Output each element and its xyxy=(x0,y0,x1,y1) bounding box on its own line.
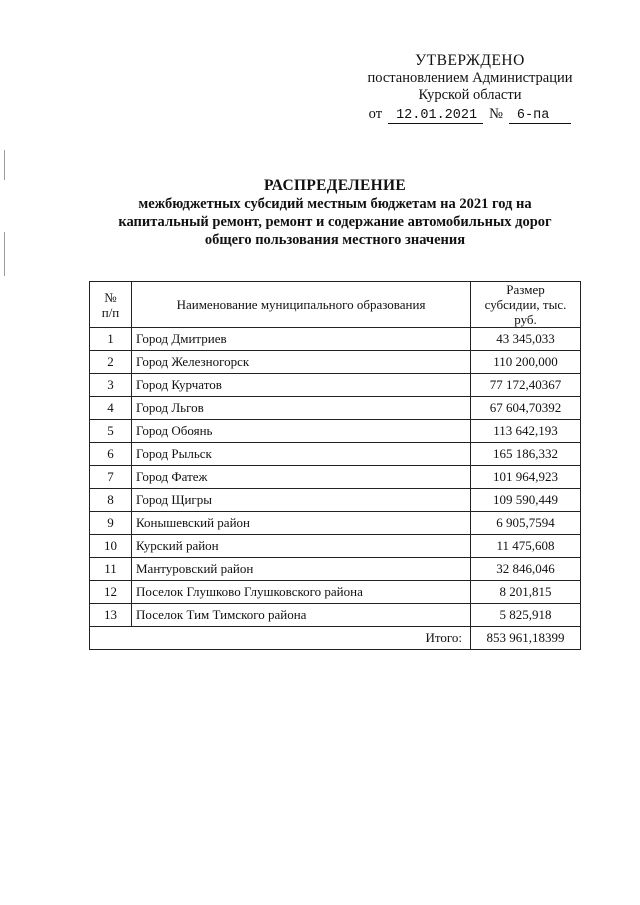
row-number: 11 xyxy=(90,558,132,581)
header-amount-line-1: Размер xyxy=(506,282,545,297)
approval-date-line xyxy=(340,106,600,124)
header-subsidy-amount xyxy=(471,282,581,328)
row-number: 8 xyxy=(90,489,132,512)
subsidy-amount: 43 345,033 xyxy=(471,328,581,351)
table-row xyxy=(90,328,581,351)
row-number: 3 xyxy=(90,374,132,397)
row-number: 1 xyxy=(90,328,132,351)
table-row xyxy=(90,443,581,466)
table-row xyxy=(90,420,581,443)
municipality-name: Мантуровский район xyxy=(132,558,471,581)
header-municipality: Наименование муниципального образования xyxy=(132,282,471,328)
municipality-name: Поселок Глушково Глушковского района xyxy=(132,581,471,604)
municipality-name: Город Железногорск xyxy=(132,351,471,374)
row-number: 13 xyxy=(90,604,132,627)
row-number: 6 xyxy=(90,443,132,466)
total-row xyxy=(90,627,581,650)
row-number: 7 xyxy=(90,466,132,489)
row-number: 9 xyxy=(90,512,132,535)
subsidy-amount: 110 200,000 xyxy=(471,351,581,374)
row-number: 2 xyxy=(90,351,132,374)
subsidy-amount: 8 201,815 xyxy=(471,581,581,604)
subsidy-amount: 77 172,40367 xyxy=(471,374,581,397)
document-subtitle-line-1: межбюджетных субсидий местным бюджетам на 2021 год на xyxy=(138,196,532,212)
table-row xyxy=(90,489,581,512)
table-header-row xyxy=(90,282,581,328)
row-number: 5 xyxy=(90,420,132,443)
municipality-name: Город Обоянь xyxy=(132,420,471,443)
subsidy-amount: 6 905,7594 xyxy=(471,512,581,535)
approval-stamp-heading: УТВЕРЖДЕНО xyxy=(415,52,525,69)
municipality-name: Поселок Тим Тимского района xyxy=(132,604,471,627)
header-row-number xyxy=(90,282,132,328)
total-label: Итого: xyxy=(90,627,471,650)
municipality-name: Конышевский район xyxy=(132,512,471,535)
table-row xyxy=(90,512,581,535)
total-amount: 853 961,18399 xyxy=(471,627,581,650)
table-row xyxy=(90,558,581,581)
table-row xyxy=(90,351,581,374)
document-title: РАСПРЕДЕЛЕНИЕ xyxy=(264,177,406,194)
subsidy-amount: 11 475,608 xyxy=(471,535,581,558)
municipality-name: Город Щигры xyxy=(132,489,471,512)
header-number-label: п/п xyxy=(101,304,120,320)
municipality-name: Город Льгов xyxy=(132,397,471,420)
header-number-sign: № xyxy=(104,289,117,305)
row-number: 4 xyxy=(90,397,132,420)
table-row xyxy=(90,374,581,397)
subsidy-amount: 101 964,923 xyxy=(471,466,581,489)
municipality-name: Город Курчатов xyxy=(132,374,471,397)
municipality-name: Город Фатеж xyxy=(132,466,471,489)
document-title-block xyxy=(80,177,590,249)
scan-edge-mark xyxy=(4,150,5,180)
number-prefix: № xyxy=(489,105,503,122)
header-amount-line-3: руб. xyxy=(514,312,537,327)
subsidy-amount: 165 186,332 xyxy=(471,443,581,466)
approval-stamp-block xyxy=(340,52,600,124)
municipality-name: Город Рыльск xyxy=(132,443,471,466)
row-number: 12 xyxy=(90,581,132,604)
municipality-name: Курский район xyxy=(132,535,471,558)
table-row xyxy=(90,604,581,627)
subsidy-distribution-table xyxy=(89,281,581,650)
header-amount-line-2: субсидии, тыс. xyxy=(484,297,567,312)
row-number: 10 xyxy=(90,535,132,558)
document-subtitle-line-2: капитальный ремонт, ремонт и содержание автомобильных дорог xyxy=(118,214,552,230)
municipality-name: Город Дмитриев xyxy=(132,328,471,351)
approval-number: 6-па xyxy=(509,109,571,124)
table-row xyxy=(90,535,581,558)
table-row xyxy=(90,397,581,420)
scan-edge-mark xyxy=(4,232,5,276)
table-row xyxy=(90,466,581,489)
approval-date: 12.01.2021 xyxy=(388,109,483,124)
subsidy-amount: 67 604,70392 xyxy=(471,397,581,420)
approval-line-1: постановлением Администрации xyxy=(367,69,573,86)
subsidy-amount: 109 590,449 xyxy=(471,489,581,512)
document-subtitle-line-3: общего пользования местного значения xyxy=(204,232,466,248)
table-row xyxy=(90,581,581,604)
approval-line-2: Курской области xyxy=(418,87,522,103)
table-body xyxy=(90,328,581,650)
date-prefix: от xyxy=(368,105,383,122)
subsidy-amount: 32 846,046 xyxy=(471,558,581,581)
subsidy-amount: 113 642,193 xyxy=(471,420,581,443)
subsidy-amount: 5 825,918 xyxy=(471,604,581,627)
